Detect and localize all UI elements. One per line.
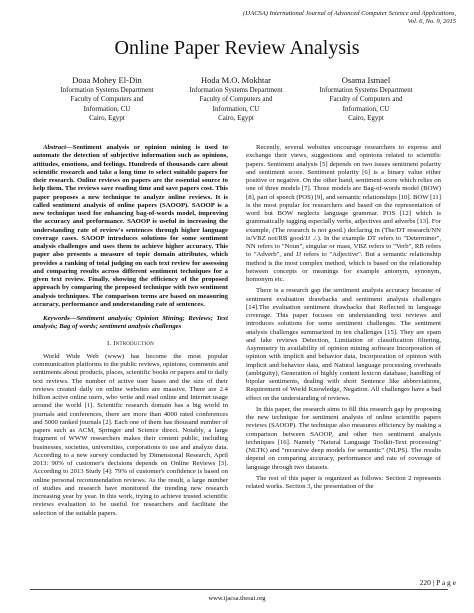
author-block-2: [166, 75, 306, 123]
author-faculty: Faculty of Computers and: [199, 95, 273, 104]
author-department: Information Systems Department: [60, 86, 154, 94]
paper-title: Online Paper Review Analysis: [114, 37, 360, 59]
keywords-label: Keywords: [43, 315, 70, 322]
author-faculty: Faculty of Computers and: [329, 95, 403, 104]
intro-paragraph: World Wide Web (www) has become the most popular communication platforms to the public reviews, opinions, comments and sentiments about products, places, scientific books or papers and to daily text reviews. The number of active user bases and the size of their reviews created daily on online websites are massive. There are 2.4 billion active online users, who write and read online and Internet usage around the world [1]. Scientific research domain has a big world in journals and conferences, there are more than 4000 rated conferences and 5000 ranked journals [2]. Each one of them has thousand number of papers such as ACM, Springer and Science direct. Notably, a large fragment of WWW researchers makes their content public, including businesses, societies, universities, corporations to use and analyze data. According to a new survey conducted by Dimensional Research, April 2013: 90% of customer's decisions depends on Online Reviews [3]. According to 2013 Study [4]: 79% of customer's confidence is based on online personal recommendation reviews. As the result, a large number of studies and research have monitored the trending new research increasing year by year. In this work, trying to achieve trusted scientific reviews evaluation to be useful for researchers and facilitate the selection of the suitable papers.: [33, 352, 229, 517]
section-heading: [33, 340, 228, 348]
author-faculty-2: Information, CU: [342, 104, 390, 113]
author-city: Cairo, Egypt: [218, 113, 254, 122]
author-block-3: [296, 75, 436, 123]
section-number: I.: [107, 339, 112, 347]
right-column: [246, 144, 441, 494]
keywords: [33, 315, 228, 332]
author-block-1: [37, 75, 177, 123]
body-paragraph-3: In this paper, the research aims to fill this research gap by proposing the new technique for sentiment analysis of online scientific papers reviews (SAOOP). The technique also measures efficiency by making a comparison between SAOOP, and other two sentiment analysis techniques [16]. Namely "Natural Language Toolkit-Text processing" (NLTK) and "recursive deep models for semantic" (NLPS). The results depend on comparing accuracy, performance and rate of coverage of language through two datasets.: [246, 405, 441, 471]
author-city: Cairo, Egypt: [348, 113, 384, 122]
journal-volume: Vol. 6, No. 9, 2015: [407, 18, 456, 25]
author-department: Information Systems Department: [319, 86, 413, 94]
author-faculty-2: Information, CU: [83, 104, 131, 113]
journal-name: (IJACSA) International Journal of Advanced Computer Science and Applications,: [243, 10, 456, 17]
journal-url: www.ijacsa.thesai.org: [208, 595, 266, 602]
keywords-text: —Sentiment analysis; Opinion Mining; Reviews; Text analysis; Bag of words; sentiment analysis challenges: [33, 315, 228, 331]
abstract-label: Abstract: [43, 144, 67, 151]
body-paragraph-1: Recently, several websites encourage researchers to express and exchange their views, suggestions and opinions related to scientific papers. Sentiment analysis [5] depends on two issues sentiment polarity and sentiment score. Sentiment polarity [6] is a binary value either positive or negative. On the other hand, sentiment score which relies on one of three models [7]. Those models are Bag-of-words model (BOW) [8], part of speech (POS) [9], and semantic relationships [10]. BOW [11] is the most popular for researchers and based on the representation of word but BOW neglects language grammar. POS [12] which is grammatically tagging especially verbs, adjectives and adverbs [13]. For example, (The research is not good.) declaring in (The/DT research/NN is/VBZ not/RB good/JJ ./.). In the example DT refers to "Determiner", NN refers to "Noun", singular or mass, VBZ refers to "Verb", RB refers to "Adverb", and JJ refers to "Adjective". But a semantic relationship method is the most complex method, which is based on the relationship between concepts or meanings for example antonym, synonym, homonym etc.: [246, 144, 442, 283]
body-paragraph-4: The rest of this paper is organized as follows: Section 2 represents related works. Section 3, the presentation of the: [246, 474, 441, 490]
abstract-text: —Sentiment analysis or opinion mining is used to automate the detection of subjective information such as opinions, attitudes, emotions, and feelings. Hundreds of thousands care about scientific research and take a long time to select suitable papers for their research. Online reviews on papers are the essential source to help them. The reviews save reading time and save papers cost. This paper proposes a new technique to analyze online reviews. It is called sentiment analysis of online papers (SAOOP). SAOOP is a new technique used for enhancing bag-of-words model, improving the accuracy and performance. SAOOP is useful in increasing the understanding rate of review's sentences through higher language coverage cases. SAOOP introduces solutions for some sentiment analysis challenges and uses them to achieve higher accuracy. This paper also presents a measure of topic domain attributes, which provides a ranking of total judging on each text review for assessing and comparing results across different sentiment techniques for a given text review. Finally, showing the efficiency of the proposed approach by comparing the proposed technique with two sentiment analysis techniques. The comparison terms are based on measuring accuracy, performance and understanding rate of sentences.: [33, 144, 228, 308]
author-city: Cairo, Egypt: [89, 113, 125, 122]
left-column: [33, 144, 228, 521]
author-name: Hoda M.O. Mokhtar: [201, 75, 271, 85]
abstract: [33, 144, 228, 309]
page-number: 220 | P a g e: [419, 578, 456, 587]
body-paragraph-2: There is a research gap the sentiment analysis accuracy because of sentiment evaluation drawbacks and sentiment analysis challenges [14].The evaluation sentiment drawbacks that Reflected in language coverage. This paper focuses on understanding text reviews and introduces solutions for some sentiment challenges. The sentiment analysis challenges summarized in ten challenges [15]. They are spam and fake reviews Detection, Limitation of classification filtering, Asymmetry in availability of opinion mining software Incorporation of opinion with implicit and behavior data, Incorporation of opinion with implicit and behavior data, and Natural language processing overheads (ambiguity), Generation of highly content lexicon database, handling of bipolar sentiments, dealing with short Sentence like abbreviations, Requirement of World Knowledge, Negation. All challenges have a bad effect on the understanding of reviews.: [246, 287, 441, 402]
author-faculty: Faculty of Computers and: [70, 95, 144, 104]
section-title: Introduction: [113, 339, 154, 347]
author-faculty-2: Information, CU: [212, 104, 260, 113]
journal-header: [156, 10, 456, 26]
footer-divider: [30, 589, 448, 590]
author-name: Osama Ismael: [341, 75, 391, 85]
author-name: Doaa Mohey El-Din: [72, 75, 142, 85]
author-department: Information Systems Department: [189, 86, 283, 94]
